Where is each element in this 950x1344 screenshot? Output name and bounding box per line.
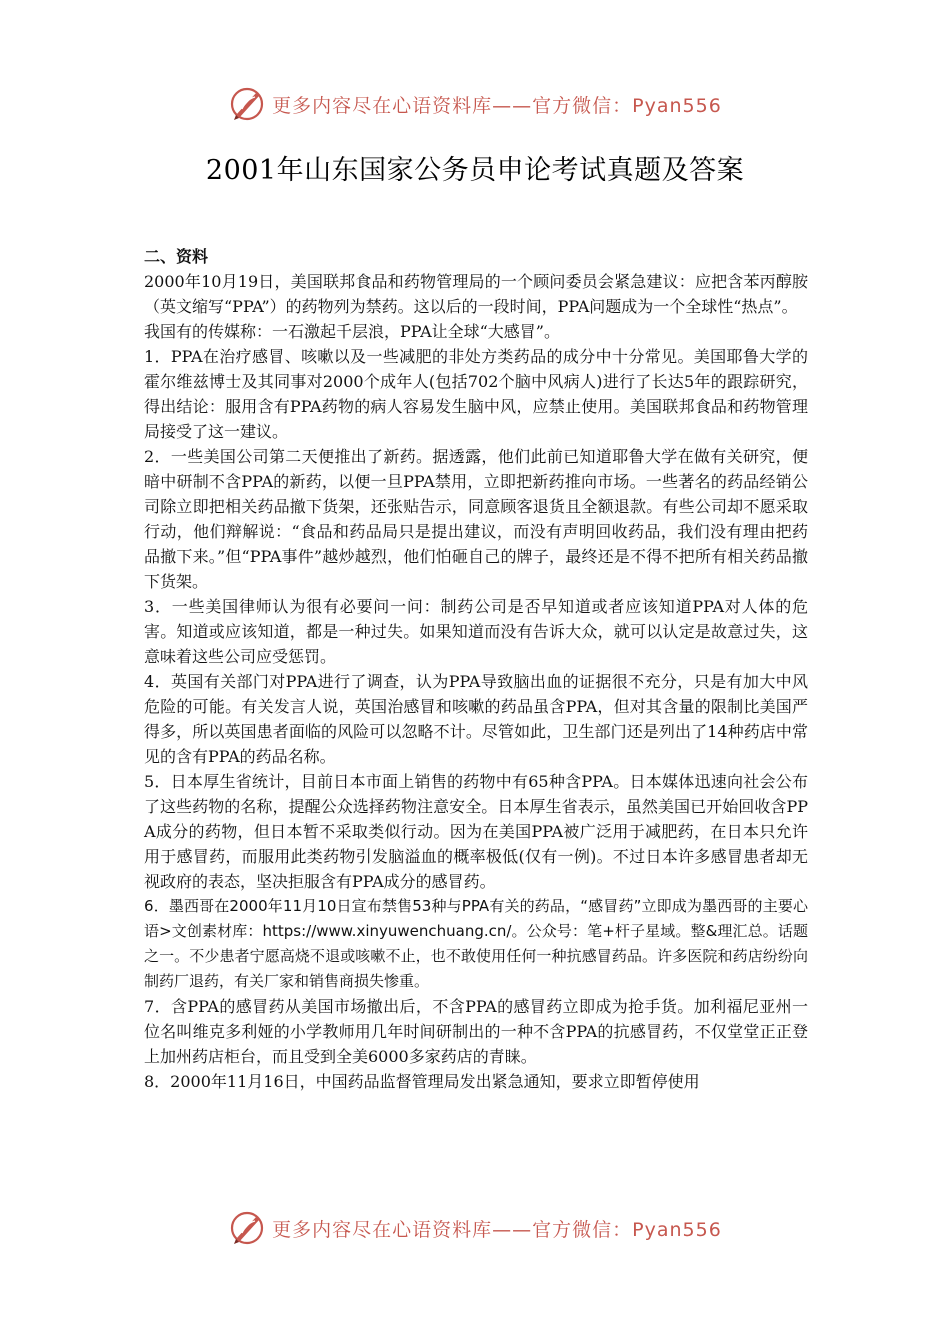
paragraph-item-5: 5．日本厚生省统计，目前日本市面上销售的药物中有65种含PPA。日本媒体迅速向社会公布了这些药物的名称，提醒公众选择药物注意安全。日本厚生省表示，虽然美国已开始回收含PPA成分的药物，但日本暂不采取类似行动。因为在美国PPA被广泛用于减肥药，在日本只允许用于感冒药，而服用此类药物引发脑溢血的概率极低(仅有一例)。不过日本许多感冒患者却无视政府的表态，坚决拒服含有PPA成分的感冒药。 [144, 772, 808, 891]
footer-banner [0, 1208, 950, 1248]
paragraph-item-8: 8．2000年11月16日，中国药品监督管理局发出紧急通知，要求立即暂停使用 [144, 1072, 700, 1091]
paragraph-item-6: 6．墨西哥在2000年11月10日宣布禁售53种与PPA有关的药品，“感冒药”立即成为墨西哥的主要心语>文创素材库：https://www.xinyuwenchuang.cn/。公众号：笔+杆子星域。整&理汇总。话题之一。不少患者宁愿高烧不退或咳嗽不止，也不敢使用任何一种抗感冒药品。许多医院和药店纷纷向制药厂退药，有关厂家和销售商损失惨重。 [144, 897, 808, 990]
header-banner [0, 84, 950, 124]
paragraph-media: 我国有的传媒称：一石激起千层浪，PPA让全球“大感冒”。 [144, 322, 560, 341]
banner-text: 更多内容尽在心语资料库——官方微信：Pyan556 [272, 1218, 722, 1241]
document-body [144, 244, 808, 1094]
pen-circle-logo-icon [228, 1209, 266, 1247]
paragraph-item-2: 2．一些美国公司第二天便推出了新药。据透露，他们此前已知道耶鲁大学在做有关研究，便暗中研制不含PPA的新药，以便一旦PPA禁用，立即把新药推向市场。一些著名的药品经销公司除立即把相关药品撤下货架，还张贴告示，同意顾客退货且全额退款。有些公司却不愿采取行动，他们辩解说：“食品和药品局只是提出建议，而没有声明回收药品，我们没有理由把药品撤下来。”但“PPA事件”越炒越烈，他们怕砸自己的牌子，最终还是不得不把所有相关药品撤下货架。 [144, 447, 808, 591]
paragraph-item-3: 3．一些美国律师认为很有必要问一问：制药公司是否早知道或者应该知道PPA对人体的危害。知道或应该知道，都是一种过失。如果知道而没有告诉大众，就可以认定是故意过失，这意味着这些公司应受惩罚。 [144, 597, 808, 666]
banner-text: 更多内容尽在心语资料库——官方微信：Pyan556 [272, 94, 722, 117]
paragraph-intro: 2000年10月19日，美国联邦食品和药物管理局的一个顾问委员会紧急建议：应把含苯丙醇胺（英文缩写“PPA”）的药物列为禁药。这以后的一段时间，PPA问题成为一个全球性“热点”。 [144, 272, 808, 316]
section-heading: 二、资料 [144, 247, 209, 266]
pen-circle-logo-icon [228, 85, 266, 123]
paragraph-item-1: 1．PPA在治疗感冒、咳嗽以及一些减肥的非处方类药品的成分中十分常见。美国耶鲁大学的霍尔维兹博士及其同事对2000个成年人(包括702个脑中风病人)进行了长达5年的跟踪研究，得出结论：服用含有PPA药物的病人容易发生脑中风，应禁止使用。美国联邦食品和药物管理局接受了这一建议。 [144, 347, 808, 441]
document-title: 2001年山东国家公务员申论考试真题及答案 [205, 155, 745, 186]
paragraph-item-7: 7．含PPA的感冒药从美国市场撤出后，不含PPA的感冒药立即成为抢手货。加利福尼亚州一位名叫维克多利娅的小学教师用几年时间研制出的一种不含PPA的抗感冒药，不仅堂堂正正登上加州药店柜台，而且受到全美6000多家药店的青睐。 [144, 997, 808, 1066]
paragraph-item-4: 4．英国有关部门对PPA进行了调查，认为PPA导致脑出血的证据很不充分，只是有加大中风危险的可能。有关发言人说，英国治感冒和咳嗽的药品虽含PPA，但对其含量的限制比美国严得多，所以英国患者面临的风险可以忽略不计。尽管如此，卫生部门还是列出了14种药店中常见的含有PPA的药品名称。 [144, 672, 808, 766]
